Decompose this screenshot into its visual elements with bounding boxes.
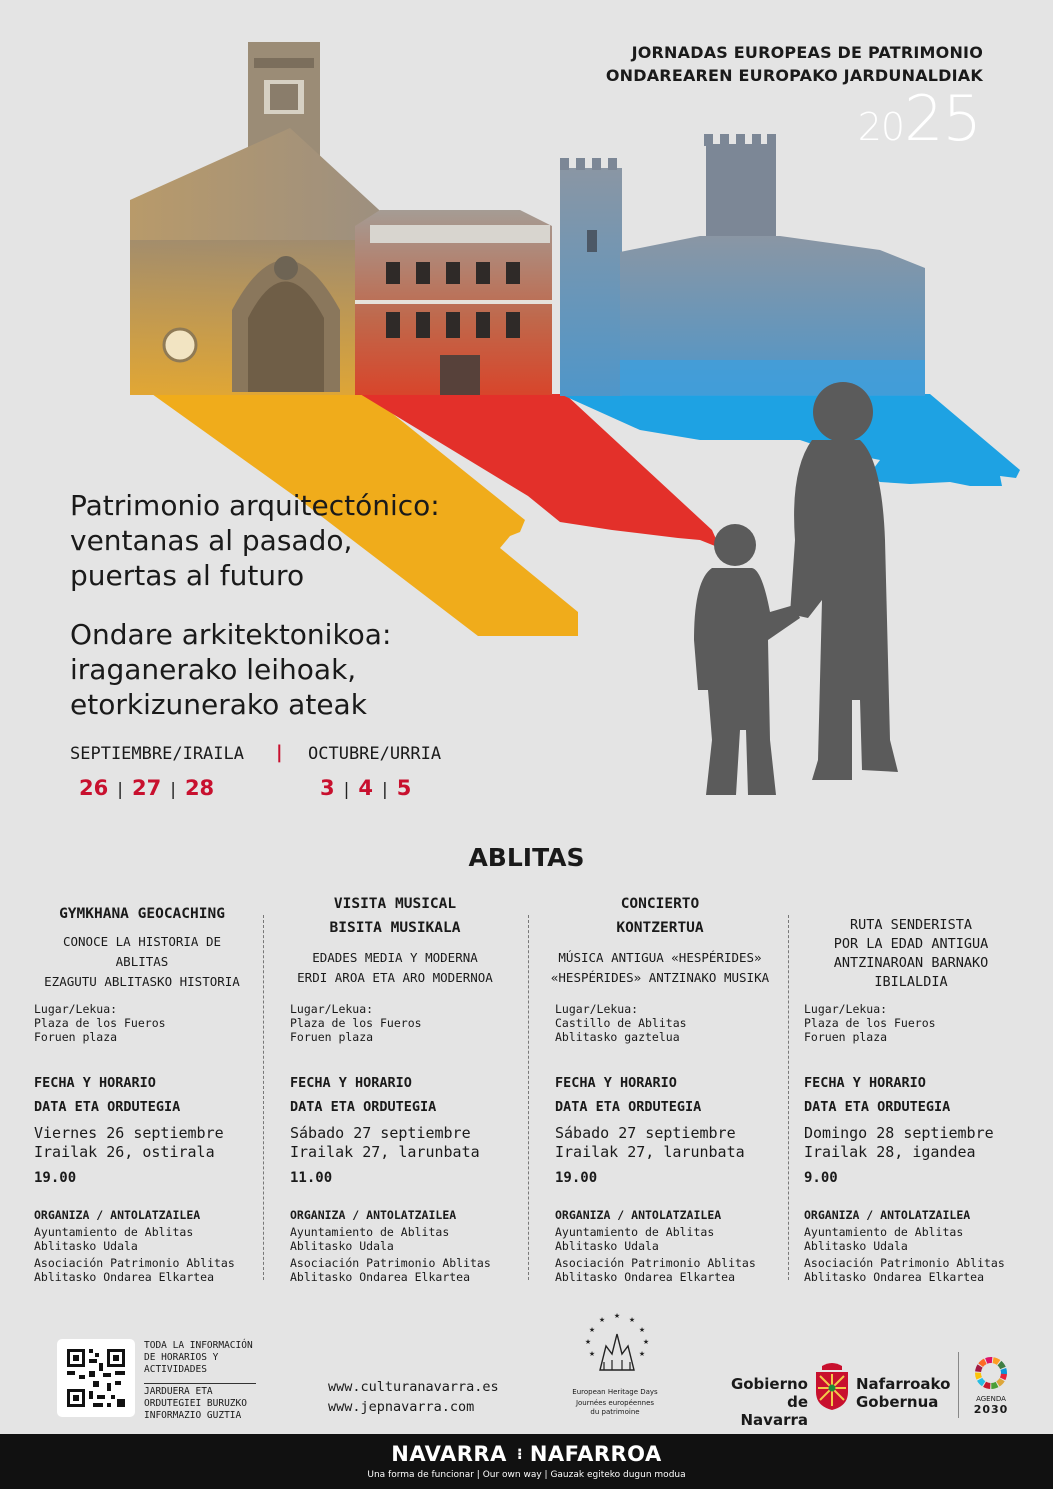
svg-text:★: ★ bbox=[598, 1316, 606, 1324]
column-divider bbox=[528, 915, 529, 1280]
event-time: 9.00 bbox=[804, 1170, 838, 1186]
brand-name: NAVARRA ⁝ NAFARROA bbox=[391, 1442, 662, 1466]
theme-title-eu: Ondare arkitektonikoa: iraganerako leihoak, etorkizunerako ateak bbox=[70, 618, 392, 721]
event-date: Viernes 26 septiembre Irailak 26, ostirala bbox=[34, 1124, 224, 1161]
event-title: GYMKHANA GEOCACHING bbox=[59, 906, 225, 922]
schedule-heading: FECHA Y HORARIO DATA ETA ORDUTEGIA bbox=[290, 1075, 437, 1115]
ehd-label-en: European Heritage Days bbox=[572, 1388, 658, 1396]
svg-text:★: ★ bbox=[584, 1338, 592, 1346]
brand-separator-icon: ⁝ bbox=[516, 1445, 524, 1463]
svg-text:★: ★ bbox=[628, 1316, 636, 1324]
svg-text:★: ★ bbox=[588, 1326, 596, 1334]
european-heritage-days-logo bbox=[562, 1310, 672, 1388]
svg-text:★: ★ bbox=[638, 1350, 646, 1358]
svg-text:★: ★ bbox=[638, 1326, 646, 1334]
event-name-es: JORNADAS EUROPEAS DE PATRIMONIO bbox=[631, 43, 983, 62]
navarra-shield-icon bbox=[812, 1360, 852, 1412]
event-organizers: ORGANIZA / ANTOLATZAILEA Ayuntamiento de Ablitas Ablitasko Udala Asociación Patrimonio Ablitas Ablitasko Ondarea Elkartea bbox=[34, 1208, 235, 1284]
september-days: 26 | 27 | 28 bbox=[79, 776, 215, 800]
agenda-2030-wheel-icon bbox=[968, 1352, 1014, 1396]
event-organizers: ORGANIZA / ANTOLATZAILEA Ayuntamiento de Ablitas Ablitasko Udala Asociación Patrimonio Ablitas Ablitasko Ondarea Elkartea bbox=[555, 1208, 756, 1284]
event-card-gymkhana bbox=[17, 892, 267, 992]
event-card-visita-musical bbox=[270, 892, 520, 988]
event-location: Lugar/Lekua: Plaza de los Fueros Foruen plaza bbox=[290, 1002, 422, 1044]
event-location: Lugar/Lekua: Castillo de Ablitas Ablitasko gaztelua bbox=[555, 1002, 687, 1044]
event-description: MÚSICA ANTIGUA «HESPÉRIDES» «HESPÉRIDES» ANTZINAKO MUSIKA bbox=[550, 950, 770, 985]
event-card-concierto bbox=[535, 892, 785, 988]
event-location: Lugar/Lekua: Plaza de los Fueros Foruen plaza bbox=[804, 1002, 936, 1044]
event-title: RUTA SENDERISTA POR LA EDAD ANTIGUA ANTZINAROAN BARNAKO IBILALDIA bbox=[833, 917, 989, 990]
event-location: Lugar/Lekua: Plaza de los Fueros Foruen plaza bbox=[34, 1002, 166, 1044]
schedule-heading: FECHA Y HORARIO DATA ETA ORDUTEGIA bbox=[555, 1075, 702, 1115]
qr-info-eu: JARDUERA ETA ORDUTEGIEI BURUZKO INFORMAZIO GUZTIA bbox=[144, 1386, 247, 1421]
event-card-ruta-senderista bbox=[786, 916, 1036, 992]
event-name-eu: ONDAREAREN EUROPAKO JARDUNALDIAK bbox=[605, 66, 983, 85]
qr-info-es: TODA LA INFORMACIÓN DE HORARIOS Y ACTIVIDADES bbox=[144, 1340, 253, 1375]
svg-text:★: ★ bbox=[613, 1312, 621, 1320]
svg-text:★: ★ bbox=[642, 1338, 650, 1346]
event-time: 11.00 bbox=[290, 1170, 333, 1186]
event-description: CONOCE LA HISTORIA DE ABLITAS EZAGUTU ABLITASKO HISTORIA bbox=[44, 934, 240, 989]
castle-building bbox=[560, 134, 925, 396]
divider bbox=[958, 1352, 959, 1418]
event-title: VISITA MUSICAL BISITA MUSIKALA bbox=[329, 896, 461, 936]
month-september: SEPTIEMBRE/IRAILA bbox=[70, 744, 244, 764]
month-separator: | bbox=[276, 742, 283, 763]
event-organizers: ORGANIZA / ANTOLATZAILEA Ayuntamiento de Ablitas Ablitasko Udala Asociación Patrimonio Ablitas Ablitasko Ondarea Elkartea bbox=[290, 1208, 491, 1284]
schedule-heading: FECHA Y HORARIO DATA ETA ORDUTEGIA bbox=[34, 1075, 181, 1115]
svg-text:★: ★ bbox=[588, 1350, 596, 1358]
church-building bbox=[130, 42, 390, 395]
website-link-culturanavarra[interactable]: www.culturanavarra.es bbox=[328, 1379, 499, 1395]
event-organizers: ORGANIZA / ANTOLATZAILEA Ayuntamiento de Ablitas Ablitasko Udala Asociación Patrimonio Ablitas Ablitasko Ondarea Elkartea bbox=[804, 1208, 1005, 1284]
brand-tagline: Una forma de funcionar | Our own way | Gauzak egiteko dugun modua bbox=[367, 1470, 686, 1480]
event-time: 19.00 bbox=[34, 1170, 77, 1186]
government-name-eu: Nafarroako Gobernua bbox=[856, 1375, 951, 1411]
website-link-jepnavarra[interactable]: www.jepnavarra.com bbox=[328, 1399, 475, 1415]
event-title: CONCIERTO KONTZERTUA bbox=[616, 896, 704, 936]
schedule-heading: FECHA Y HORARIO DATA ETA ORDUTEGIA bbox=[804, 1075, 951, 1115]
town-name: ABLITAS bbox=[468, 843, 585, 872]
divider bbox=[144, 1383, 256, 1384]
agenda-label: AGENDA bbox=[976, 1395, 1006, 1403]
event-date: Sábado 27 septiembre Irailak 27, larunbata bbox=[555, 1124, 745, 1161]
agenda-year: 2030 bbox=[973, 1403, 1009, 1416]
month-october: OCTUBRE/URRIA bbox=[308, 744, 442, 764]
october-days: 3 | 4 | 5 bbox=[320, 776, 412, 800]
child-silhouette bbox=[694, 524, 800, 795]
ehd-label-fr: Journées européennes du patrimoine bbox=[575, 1399, 655, 1416]
theme-title-es: Patrimonio arquitectónico: ventanas al pasado, puertas al futuro bbox=[70, 489, 440, 592]
event-date: Domingo 28 septiembre Irailak 28, igandea bbox=[804, 1124, 994, 1161]
event-description: EDADES MEDIA Y MODERNA ERDI AROA ETA ARO MODERNOA bbox=[297, 950, 493, 985]
event-date: Sábado 27 septiembre Irailak 27, larunbata bbox=[290, 1124, 480, 1161]
event-time: 19.00 bbox=[555, 1170, 598, 1186]
qr-code[interactable] bbox=[57, 1339, 135, 1417]
palace-building bbox=[355, 210, 552, 395]
government-name-es: Gobierno de Navarra bbox=[730, 1375, 808, 1429]
event-year: 2025 bbox=[857, 82, 981, 155]
